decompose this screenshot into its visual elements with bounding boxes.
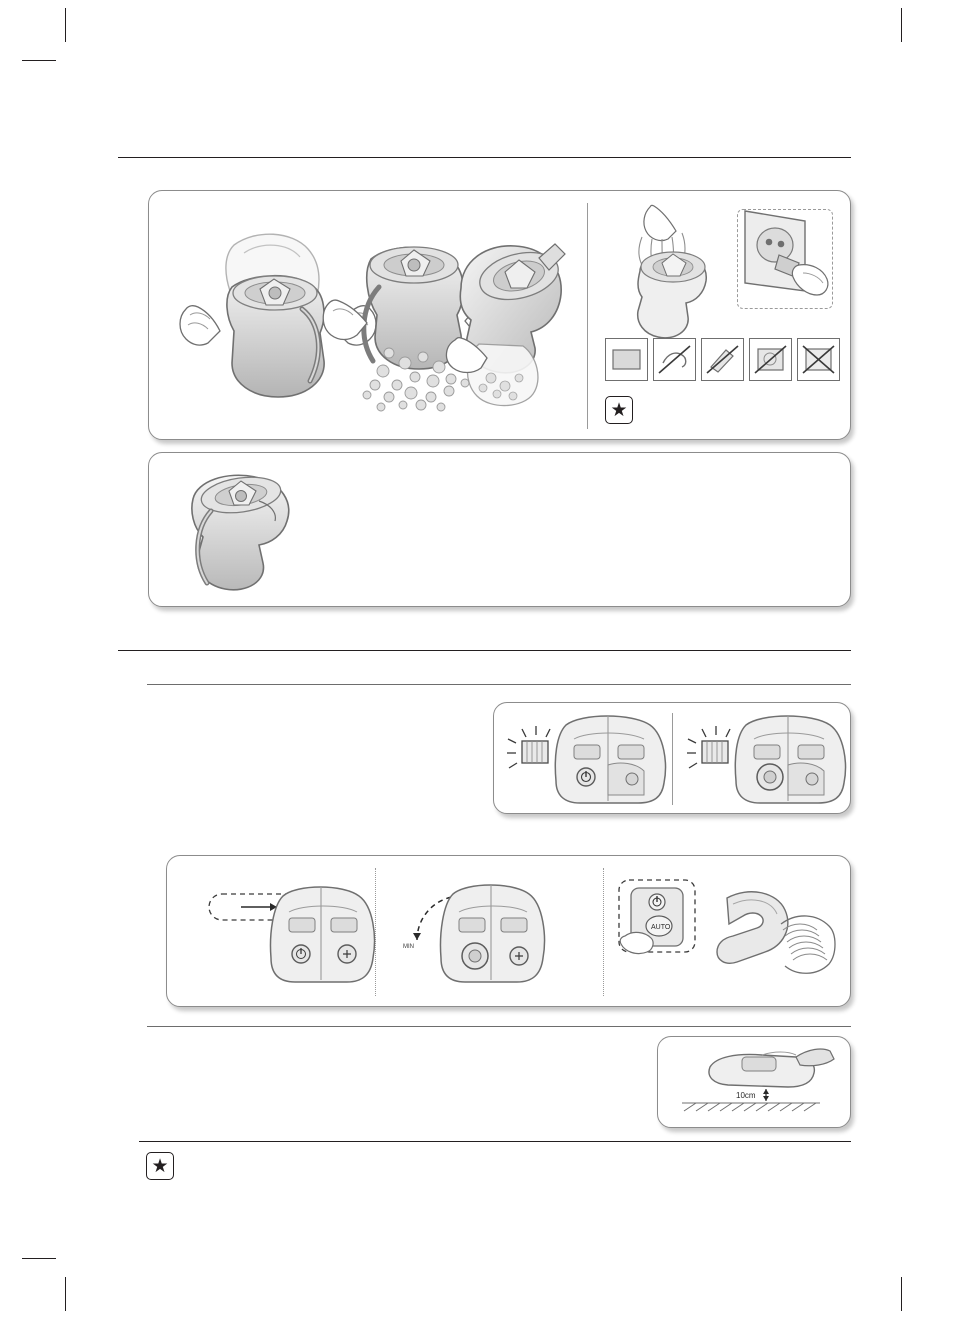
svg-text:MIN: MIN [403,944,414,950]
crop-mark-top-right [901,8,902,42]
vacuum-empty-into-bag-illustration [439,236,599,411]
note-star-badge [605,396,633,424]
crop-mark-bottom-right [901,1277,902,1311]
crop-mark-left-top [22,60,56,61]
vacuum-body-power-button-illustration [504,709,672,809]
panel-divider [672,713,673,805]
vacuum-body-rotary-dial-illustration [684,709,849,809]
crop-mark-top-left [65,8,66,42]
note-star-glyph: ★ [151,1155,169,1177]
unplug-from-wall-socket-illustration [727,205,847,315]
no-tumble-dry-icon [749,338,792,381]
svg-text:AUTO: AUTO [651,924,671,931]
svg-text:10cm: 10cm [736,1091,756,1100]
panel-divider-2 [603,868,604,996]
subsection-divider-2 [147,1026,851,1027]
section-divider-middle [118,650,851,651]
vacuum-reinsert-container-illustration [171,465,316,595]
section-divider-bottom [139,1141,851,1142]
floor-nozzle-clearance-illustration [670,1045,840,1123]
dry-flat-icon [605,338,648,381]
suction-control-panel [166,855,851,1007]
note-star-glyph: ★ [610,399,628,421]
filter-rinse-under-tap-illustration [604,203,739,343]
dial-suction-control-illustration [389,878,589,990]
nozzle-height-panel [657,1036,851,1128]
power-indicator-panel [493,702,851,814]
no-brush-icon [701,338,744,381]
section-divider-top [118,157,851,158]
crop-mark-left-bottom [22,1258,56,1259]
note-star-badge [146,1152,174,1180]
no-wring-icon [653,338,696,381]
crop-mark-bottom-left [65,1277,66,1311]
handle-remote-control-illustration [617,874,842,994]
slider-suction-control-illustration [207,878,377,990]
no-direct-sunlight-icon [797,338,840,381]
dust-bin-reinsert-panel [148,452,851,607]
dust-bin-emptying-panel [148,190,851,440]
subsection-divider [147,684,851,685]
